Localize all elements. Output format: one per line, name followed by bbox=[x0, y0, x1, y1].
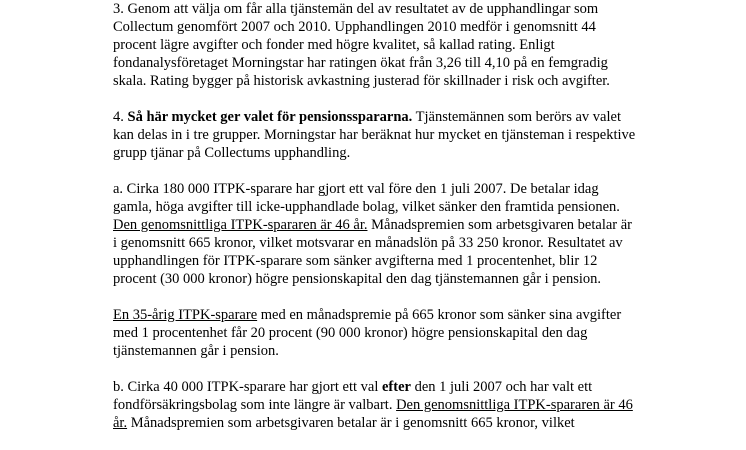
paragraph-line bbox=[113, 108, 733, 126]
paragraph-line: med 1 procentenhet får 20 procent (90 000 kronor) högre pensionskapital den dag bbox=[113, 325, 588, 341]
line-text: med en månadspremie på 665 kronor som sänker sina avgifter bbox=[257, 307, 622, 323]
paragraph-line: fondanalysföretaget Morningstar har ratingen ökat från 3,26 till 4,10 på en femgradig bbox=[113, 55, 608, 71]
paragraph-line bbox=[113, 378, 733, 396]
paragraph-line: gamla, höga avgifter till icke-upphandlade bolag, vilket sänker den framtida pensionen. bbox=[113, 199, 620, 215]
paragraph-line: procent lägre avgifter och fonder med högre kvalitet, så kallad rating. Enligt bbox=[113, 37, 555, 53]
paragraph-line: i genomsnitt 665 kronor, vilket motsvarar en månadslön på 33 250 kronor. Resultatet av bbox=[113, 235, 623, 251]
paragraph-line: skala. Rating bygger på historisk avkastning justerad för skillnader i risk och avgifter. bbox=[113, 73, 610, 89]
line-text: Månadspremien som arbetsgivaren betalar är i genomsnitt 665 kronor, vilket bbox=[127, 415, 575, 431]
paragraph-line: kan delas in i tre grupper. Morningstar har beräknat hur mycket en tjänsteman i respektive bbox=[113, 127, 636, 143]
paragraph-4 bbox=[113, 108, 733, 162]
bold-text: efter bbox=[381, 379, 411, 395]
paragraph-line bbox=[113, 306, 733, 324]
line-text: Tjänstemännen som berörs av valet bbox=[412, 109, 621, 125]
paragraph-line bbox=[113, 396, 733, 414]
section-heading: Så här mycket ger valet för pensionsspararna. bbox=[127, 109, 413, 125]
paragraph-line: upphandlingen för ITPK-sparare som sänker avgifterna med 1 procentenhet, blir 12 bbox=[113, 253, 598, 269]
underlined-text: Den genomsnittliga ITPK-spararen är 46 bbox=[396, 397, 633, 413]
paragraph-b bbox=[113, 378, 733, 432]
document-body bbox=[113, 0, 733, 450]
paragraph-line bbox=[113, 414, 733, 432]
paragraph-line: Collectum genomfört 2007 och 2010. Upphandlingen 2010 medför i genomsnitt 44 bbox=[113, 19, 596, 35]
paragraph-35 bbox=[113, 306, 733, 360]
line-text: den 1 juli 2007 och har valt ett bbox=[410, 379, 593, 395]
paragraph-line: procent (30 000 kronor) högre pensionskapital den dag tjänstemannen går i pension. bbox=[113, 271, 602, 287]
line-text: fondförsäkringsbolag som inte längre är valbart. bbox=[113, 397, 397, 413]
line-text: Månadspremien som arbetsgivaren betalar är bbox=[367, 217, 633, 233]
paragraph-a bbox=[113, 180, 733, 288]
paragraph-line: grupp tjänar på Collectums upphandling. bbox=[113, 145, 351, 161]
paragraph-number: 4. bbox=[113, 109, 128, 125]
paragraph-3 bbox=[113, 0, 733, 90]
line-text: b. Cirka 40 000 ITPK-sparare har gjort ett val bbox=[113, 379, 382, 395]
underlined-text: Den genomsnittliga ITPK-spararen är 46 år. bbox=[113, 217, 368, 233]
paragraph-line bbox=[113, 216, 733, 234]
paragraph-line: 3. Genom att välja om får alla tjänstemän del av resultatet av de upphandlingar som bbox=[113, 1, 599, 17]
underlined-text: En 35-årig ITPK-sparare bbox=[113, 307, 258, 323]
underlined-text: år. bbox=[113, 415, 128, 431]
paragraph-line: a. Cirka 180 000 ITPK-sparare har gjort ett val före den 1 juli 2007. De betalar idag bbox=[113, 181, 599, 197]
paragraph-line: tjänstemannen går i pension. bbox=[113, 343, 279, 359]
